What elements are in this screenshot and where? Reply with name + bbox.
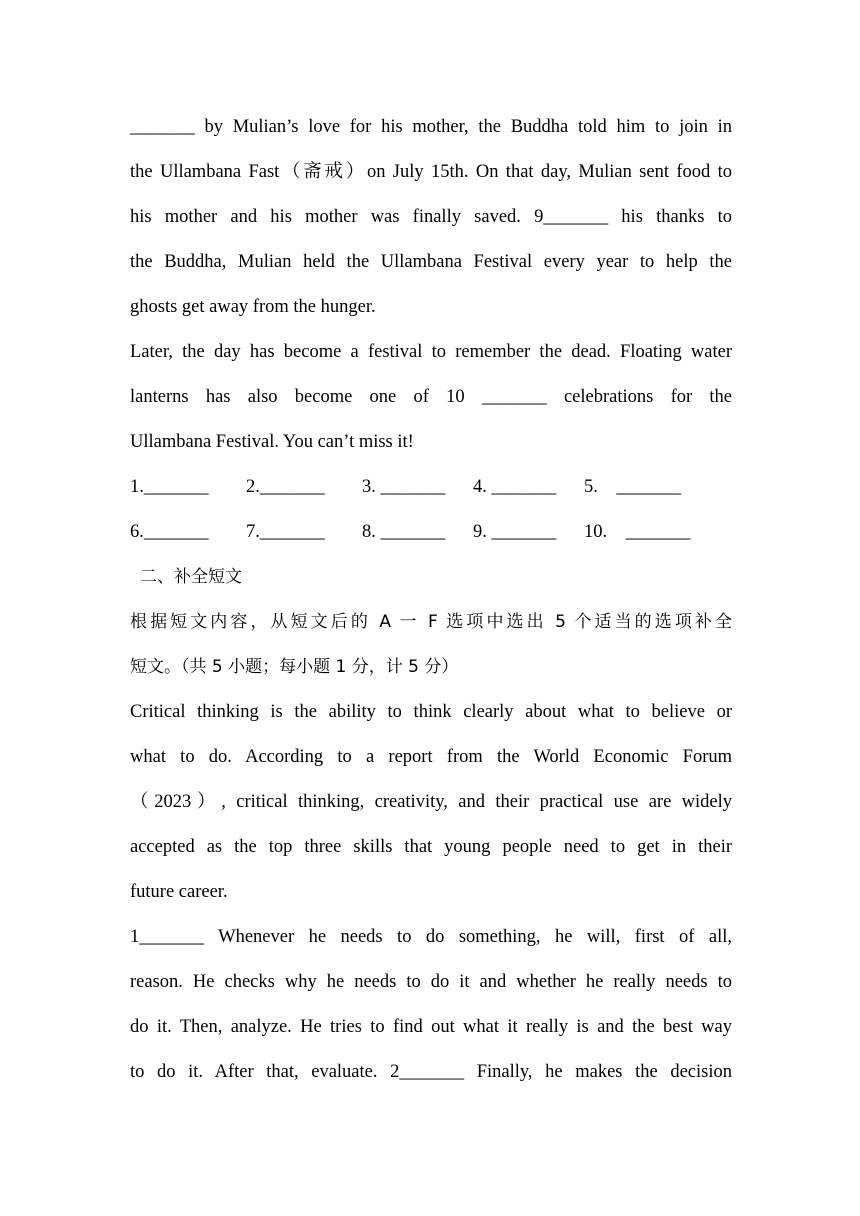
passage-line: the Ullambana Fast（斋戒）on July 15th. On that day, Mulian sent food to <box>130 162 732 182</box>
section-heading: 二、补全短文 <box>140 567 242 587</box>
answer-blank: 6._______ <box>130 522 209 542</box>
answer-blank: 5. _______ <box>584 477 682 497</box>
passage-line: lanterns has also become one of 10 _______ celebrations for the <box>130 387 732 407</box>
instruction-line: 短文。（共 5 小题；每小题 1 分，计 5 分） <box>130 657 459 677</box>
passage-line: reason. He checks why he needs to do it and whether he really needs to <box>130 972 732 992</box>
passage-line: ghosts get away from the hunger. <box>130 297 376 317</box>
passage-line: Critical thinking is the ability to think clearly about what to believe or <box>130 702 732 722</box>
answer-blank: 3. _______ <box>362 477 446 497</box>
passage-line: to do it. After that, evaluate. 2_______ Finally, he makes the decision <box>130 1062 732 1082</box>
answer-blank: 2._______ <box>246 477 325 497</box>
answer-blank: 7._______ <box>246 522 325 542</box>
answer-blanks-row-1 <box>130 465 732 510</box>
passage-line: future career. <box>130 882 228 902</box>
passage-2 <box>130 690 732 1095</box>
passage-line: the Buddha, Mulian held the Ullambana Festival every year to help the <box>130 252 732 272</box>
answer-blanks-row-2 <box>130 510 732 555</box>
passage-line: _______ by Mulian’s love for his mother, the Buddha told him to join in <box>130 117 732 137</box>
passage-line: Ullambana Festival. You can’t miss it! <box>130 432 414 452</box>
passage-line: 1_______ Whenever he needs to do something, he will, first of all, <box>130 927 732 947</box>
passage-line: what to do. According to a report from the World Economic Forum <box>130 747 732 767</box>
passage-line: his mother and his mother was finally saved. 9_______ his thanks to <box>130 207 732 227</box>
answer-blank: 10. _______ <box>584 522 691 542</box>
answer-blank: 4. _______ <box>473 477 557 497</box>
answer-blank: 1._______ <box>130 477 209 497</box>
passage-line: Later, the day has become a festival to remember the dead. Floating water <box>130 342 732 362</box>
answer-blank: 8. _______ <box>362 522 446 542</box>
passage-line: （2023）, critical thinking, creativity, and their practical use are widely <box>130 792 732 812</box>
passage-line: do it. Then, analyze. He tries to find out what it really is and the best way <box>130 1017 732 1037</box>
passage-line: accepted as the top three skills that young people need to get in their <box>130 837 732 857</box>
instruction-line: 根据短文内容，从短文后的 A 一 F 选项中选出 5 个适当的选项补全 <box>130 612 732 632</box>
answer-blank: 9. _______ <box>473 522 557 542</box>
passage-1 <box>130 105 732 465</box>
document-page <box>130 105 732 1095</box>
